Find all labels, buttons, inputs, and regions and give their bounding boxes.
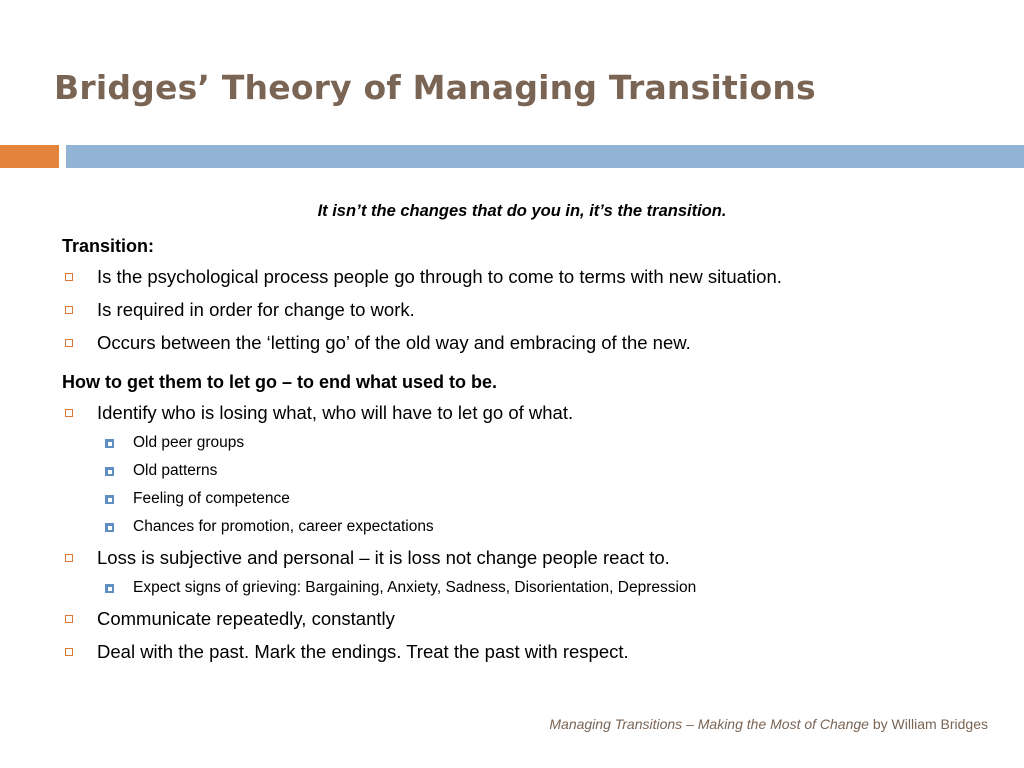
section-heading-let-go: How to get them to let go – to end what used to be. [62,372,497,392]
sub-list-item-text: Old peer groups [133,434,245,451]
list-item [62,396,982,429]
book-title: Managing Transitions – Making the Most of Change [549,716,869,732]
list-item-text: Is required in order for change to work. [97,299,415,320]
footer-citation [549,716,988,732]
list-item [62,293,982,326]
square-bullet-icon [65,273,73,281]
sub-list-item [62,457,982,485]
sub-list-item [62,485,982,513]
list-item-text: Identify who is losing what, who will have to let go of what. [97,402,574,423]
accent-bar-blue [66,145,1024,168]
sub-list-item [62,513,982,541]
sub-list-item-text: Feeling of competence [133,490,290,507]
filled-square-bullet-icon [105,584,114,593]
list-item-text: Occurs between the ‘letting go’ of the old way and embracing of the new. [97,332,691,353]
list-item [62,326,982,359]
slide-content [62,198,982,668]
list-item-text: Communicate repeatedly, constantly [97,608,395,629]
slide-title: Bridges’ Theory of Managing Transitions [54,68,816,107]
list-item-text: Deal with the past. Mark the endings. Treat the past with respect. [97,641,629,662]
square-bullet-icon [65,554,73,562]
sub-list-item [62,574,982,602]
sub-list-item-text: Chances for promotion, career expectations [133,518,434,535]
section-heading-transition: Transition: [62,236,155,256]
accent-bar-orange [0,145,59,168]
square-bullet-icon [65,306,73,314]
sub-list-item-text: Expect signs of grieving: Bargaining, Anxiety, Sadness, Disorientation, Depression [133,579,697,596]
square-bullet-icon [65,409,73,417]
square-bullet-icon [65,339,73,347]
list-item-text: Is the psychological process people go through to come to terms with new situation. [97,266,782,287]
filled-square-bullet-icon [105,495,114,504]
filled-square-bullet-icon [105,523,114,532]
list-item [62,635,982,668]
list-item [62,541,982,574]
author-text: by William Bridges [868,716,988,732]
sub-list-item [62,429,982,457]
square-bullet-icon [65,615,73,623]
quote: It isn’t the changes that do you in, it’s the transition. [317,202,727,220]
filled-square-bullet-icon [105,439,114,448]
list-item [62,260,982,293]
list-item [62,602,982,635]
filled-square-bullet-icon [105,467,114,476]
sub-list-item-text: Old patterns [133,462,218,479]
square-bullet-icon [65,648,73,656]
list-item-text: Loss is subjective and personal – it is loss not change people react to. [97,547,670,568]
